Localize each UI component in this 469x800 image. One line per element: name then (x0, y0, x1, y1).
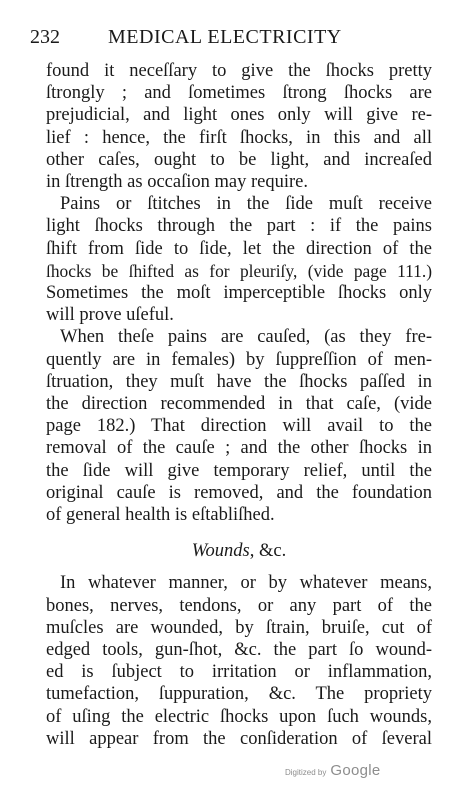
body-text (46, 60, 432, 750)
watermark-prefix: Digitized by (285, 768, 327, 777)
paragraph-pains (46, 193, 432, 326)
paragraph-wounds (46, 572, 432, 750)
section-title-suffix: , &c. (249, 541, 287, 562)
text-line: original cauſe is removed, and the foundation (46, 482, 432, 503)
text-line: ſtrongly ; and ſometimes ſtrong ſhocks are (46, 83, 432, 104)
text-line: of uſing the electric ſhocks upon ſuch wounds, (46, 706, 432, 727)
text-line: ed is ſubject to irritation or inflammation, (46, 662, 432, 683)
text-line: In whatever manner, or by whatever means, (60, 573, 432, 594)
text-line: of general health is eſtabliſhed. (46, 505, 275, 526)
text-line: When theſe pains are cauſed, (as they fre- (60, 327, 432, 348)
text-line: removal of the cauſe ; and the other ſhocks in (46, 438, 432, 459)
text-line: ſhift from ſide to ſide, let the direction of the (46, 238, 432, 259)
paragraph-causes (46, 326, 432, 526)
text-line: lief : hence, the firſt ſhocks, in this and all (46, 127, 432, 148)
paragraph-continuation (46, 60, 432, 193)
text-line: the ſide will give temporary relief, until the (46, 460, 432, 481)
text-line: light ſhocks through the part : if the pains (46, 216, 432, 237)
text-line: will prove uſeful. (46, 305, 174, 326)
section-heading (46, 540, 432, 562)
text-line: page 182.) That direction will avail to the (46, 416, 432, 437)
page-header (30, 26, 369, 49)
text-line: found it neceſſary to give the ſhocks pretty (46, 61, 432, 81)
page-number: 232 (30, 26, 60, 48)
text-line: ſhocks be ſhifted as for pleuriſy, (vide page 111.) (46, 260, 432, 281)
text-line: bones, nerves, tendons, or any part of the (46, 595, 432, 616)
text-line: will appear from the conſideration of ſeveral (46, 728, 432, 749)
text-line: the direction recommended in that caſe, (vide (46, 394, 432, 415)
text-line: Sometimes the moſt imperceptible ſhocks only (46, 283, 432, 304)
section-title: Wounds (191, 541, 250, 562)
digitization-watermark (285, 762, 381, 779)
google-logo: Google (330, 762, 381, 779)
text-line: in ſtrength as occaſion may require. (46, 172, 308, 193)
text-line: ſtruation, they muſt have the ſhocks paſſed in (46, 371, 432, 392)
running-head: MEDICAL ELECTRICITY (108, 26, 342, 48)
text-line: prejudicial, and light ones only will give re- (46, 105, 432, 126)
text-line: Pains or ſtitches in the ſide muſt receive (60, 194, 432, 215)
text-line: quently are in females) by ſuppreſſion of men- (46, 349, 432, 370)
text-line: other caſes, ought to be light, and increaſed (46, 149, 432, 170)
text-line: muſcles are wounded, by ſtrain, bruiſe, cut of (46, 617, 432, 638)
text-line: tumefaction, ſuppuration, &c. The propriety (46, 684, 432, 705)
text-line: edged tools, gun-ſhot, &c. the part ſo wound- (46, 640, 432, 661)
